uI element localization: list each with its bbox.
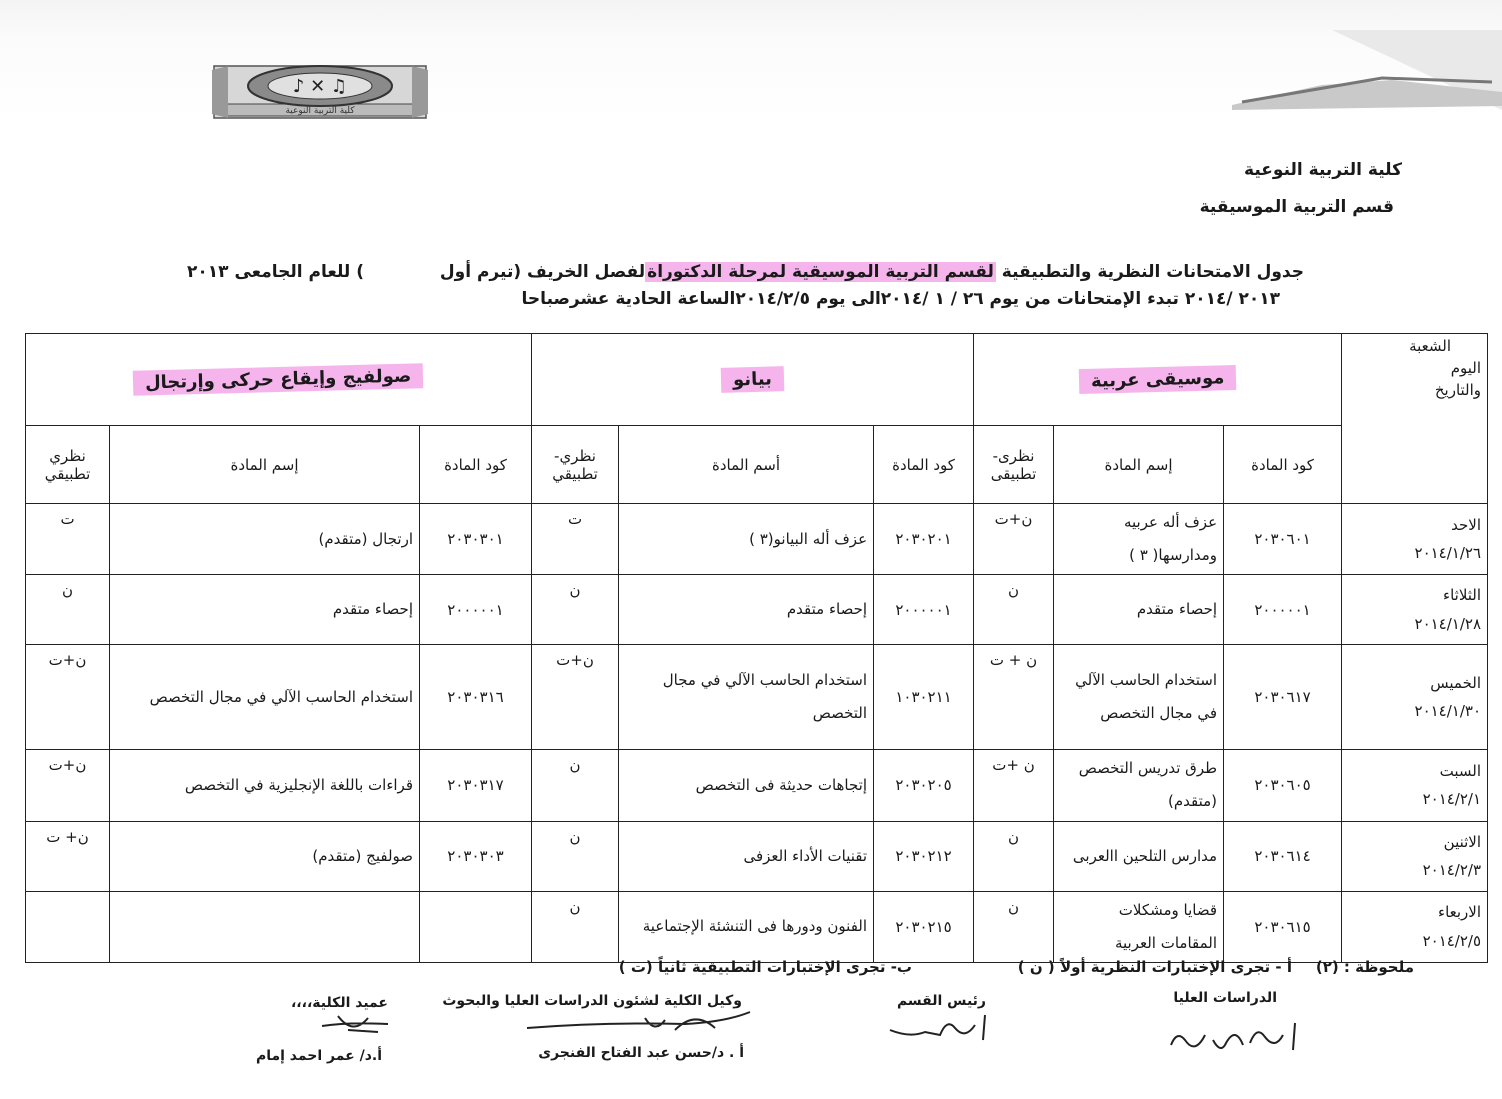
course-code: ١٠٣٠٢١١ xyxy=(874,645,974,749)
day-date-cell xyxy=(1342,645,1488,749)
day-name: الاحد xyxy=(1451,515,1482,534)
course-code: ٢٠٣٠٢١٢ xyxy=(874,821,974,891)
exam-type: ن +ت xyxy=(974,749,1054,821)
handwritten-signature-vice-dean xyxy=(525,1000,755,1040)
exam-type: ن+ ت xyxy=(26,821,110,891)
course-code: ٢٠٣٠٣٠٣ xyxy=(420,821,532,891)
college-name: كلية التربية النوعية xyxy=(1244,160,1402,180)
group-arabic-music xyxy=(974,334,1342,426)
day-name: الاربعاء xyxy=(1438,903,1482,922)
folded-page-corner xyxy=(1232,30,1502,110)
signature-title-vice-dean: وكيل الكلية لشئون الدراسات العليا والبحوث xyxy=(442,993,742,1009)
table-row xyxy=(26,504,1488,575)
exam-type xyxy=(26,891,110,962)
exam-date: ٢٠١٤/٢/٥ xyxy=(1422,931,1482,950)
day-date-cell xyxy=(1342,891,1488,962)
exam-type: ن xyxy=(532,891,619,962)
course-name: إحصاء متقدم xyxy=(1054,575,1224,645)
col-header-type: نظري تطبيقي xyxy=(26,426,110,504)
exam-type: ن xyxy=(532,749,619,821)
course-code: ٢٠٣٠٦٠٥ xyxy=(1224,749,1342,821)
course-name: صولفيج (متقدم) xyxy=(110,821,420,891)
exam-type: ن+ت xyxy=(26,749,110,821)
exam-type: ن+ت xyxy=(532,645,619,749)
col-header-code: كود المادة xyxy=(874,426,974,504)
corner-day-label: اليوم xyxy=(1450,358,1482,377)
course-code: ٢٠٠٠٠٠١ xyxy=(1224,575,1342,645)
course-name: ارتجال (متقدم) xyxy=(110,504,420,575)
course-code: ٢٠٣٠٦٠١ xyxy=(1224,504,1342,575)
schedule-body xyxy=(26,504,1488,963)
exam-date: ٢٠١٤/١/٣٠ xyxy=(1414,702,1482,721)
day-date-cell xyxy=(1342,504,1488,575)
schedule-dates: ٢٠١٣ /٢٠١٤ تبدء الإمتحانات من يوم ٢٦ / ١ /٢٠١٤الى يوم ٢٠١٤/٢/٥الساعة الحادية عشرصباحا xyxy=(521,289,1280,309)
col-header-code: كود المادة xyxy=(420,426,532,504)
exam-date: ٢٠١٤/١/٢٦ xyxy=(1414,544,1482,563)
corner-date-label: والتاريخ xyxy=(1434,380,1482,399)
handwritten-signature-dean xyxy=(318,1008,398,1038)
note-a: أ - تجرى الإختبارات النظرية أولاً ( ن ) xyxy=(1017,958,1292,976)
course-code: ٢٠٣٠٢٠٥ xyxy=(874,749,974,821)
course-name: استخدام الحاسب الآلي في مجال التخصص xyxy=(1054,645,1224,749)
group-header-row xyxy=(26,334,1488,426)
corner-group-label: الشعبة xyxy=(1409,337,1452,355)
exam-date: ٢٠١٤/١/٢٨ xyxy=(1414,614,1482,633)
course-code: ٢٠٣٠٢١٥ xyxy=(874,891,974,962)
course-name: استخدام الحاسب الآلي في مجال التخصص xyxy=(619,645,874,749)
column-header-row xyxy=(26,426,1488,504)
course-name: إحصاء متقدم xyxy=(619,575,874,645)
signature-title-department-head: رئيس القسم xyxy=(896,993,986,1009)
exam-schedule-table xyxy=(25,333,1488,963)
group-solfege xyxy=(26,334,532,426)
course-name: استخدام الحاسب الآلي في مجال التخصص xyxy=(110,645,420,749)
col-header-name: إسم المادة xyxy=(110,426,420,504)
exam-type: ن + ت xyxy=(974,645,1054,749)
table-row xyxy=(26,645,1488,749)
course-name: إحصاء متقدم xyxy=(110,575,420,645)
course-code: ٢٠٣٠٣١٧ xyxy=(420,749,532,821)
day-name: الاثنين xyxy=(1443,832,1482,851)
course-name: عزف أله عربيه ومدارسها( ٣ ) xyxy=(1054,504,1224,575)
title-part-3: ) للعام الجامعى ٢٠١٣ xyxy=(187,262,364,282)
schedule-title xyxy=(187,262,1304,282)
course-code: ٢٠٣٠٣٠١ xyxy=(420,504,532,575)
course-name: الفنون ودورها فى التنشئة الإجتماعية xyxy=(619,891,874,962)
course-code xyxy=(420,891,532,962)
table-row xyxy=(26,575,1488,645)
course-code: ٢٠٣٠٦١٥ xyxy=(1224,891,1342,962)
table-row xyxy=(26,891,1488,962)
group-piano xyxy=(532,334,974,426)
day-name: الخميس xyxy=(1430,673,1482,692)
exam-type: ن xyxy=(532,821,619,891)
course-name xyxy=(110,891,420,962)
course-name: قراءات باللغة الإنجليزية في التخصص xyxy=(110,749,420,821)
signature-title-dean: عميد الكلية،،،، xyxy=(290,995,388,1011)
table-row xyxy=(26,821,1488,891)
day-name: السبت xyxy=(1439,761,1482,780)
exam-type: ن+ت xyxy=(26,645,110,749)
title-highlight: لقسم التربية الموسيقية لمرحلة الدكتوراة xyxy=(647,262,994,282)
col-header-name: أسم المادة xyxy=(619,426,874,504)
exam-type: ن xyxy=(532,575,619,645)
col-header-type: نظرى- تطبيقى xyxy=(974,426,1054,504)
notes-label: ملحوظة : (٢) xyxy=(1315,958,1414,976)
group-label: صولفيج وإيقاع حركى وإرتجال xyxy=(133,363,424,396)
dean-name: أ.د/ عمر احمد إمام xyxy=(255,1048,382,1064)
department-name: قسم التربية الموسيقية xyxy=(1199,197,1394,217)
day-date-cell xyxy=(1342,821,1488,891)
day-date-cell xyxy=(1342,749,1488,821)
title-part-2: لفصل الخريف (تيرم أول xyxy=(439,262,646,282)
exam-type: ن xyxy=(974,575,1054,645)
vice-dean-name: أ . د/حسن عبد الفتاح الفنجرى xyxy=(538,1045,744,1061)
course-name: مدارس التلحين االعربى xyxy=(1054,821,1224,891)
group-label: موسيقى عربية xyxy=(1079,365,1237,394)
course-code: ٢٠٣٠٣١٦ xyxy=(420,645,532,749)
course-code: ٢٠٣٠٢٠١ xyxy=(874,504,974,575)
course-code: ٢٠٠٠٠٠١ xyxy=(420,575,532,645)
col-header-type: نظري- تطبيقي xyxy=(532,426,619,504)
day-date-cell xyxy=(1342,575,1488,645)
exam-type: ن xyxy=(26,575,110,645)
group-label: بيانو xyxy=(721,366,785,393)
exam-type: ن+ت xyxy=(974,504,1054,575)
table-row xyxy=(26,749,1488,821)
note-b: ب- تجرى الإختبارات التطبيقية ثانياً (ت ) xyxy=(618,958,912,976)
title-part-1: جدول الامتحانات النظرية والتطبيقية xyxy=(1001,262,1304,282)
course-name: عزف أله البيانو(٣ ) xyxy=(619,504,874,575)
exam-type: ن xyxy=(974,891,1054,962)
course-code: ٢٠٣٠٦١٤ xyxy=(1224,821,1342,891)
exam-date: ٢٠١٤/٢/١ xyxy=(1422,790,1482,809)
svg-text:♪ ✕ ♫: ♪ ✕ ♫ xyxy=(292,76,348,97)
course-name: إتجاهات حديثة فى التخصص xyxy=(619,749,874,821)
exam-type: ت xyxy=(26,504,110,575)
course-code: ٢٠٣٠٦١٧ xyxy=(1224,645,1342,749)
course-name: تقنيات الأداء العزفى xyxy=(619,821,874,891)
handwritten-signature-graduate-studies xyxy=(1165,1015,1305,1060)
course-name: قضايا ومشكلات المقامات العربية xyxy=(1054,891,1224,962)
exam-type: ت xyxy=(532,504,619,575)
logo-caption: كلية التربية النوعية xyxy=(285,106,355,116)
day-name: الثلاثاء xyxy=(1443,586,1482,605)
course-code: ٢٠٠٠٠٠١ xyxy=(874,575,974,645)
signature-title-graduate-studies: الدراسات العليا xyxy=(1173,990,1277,1006)
col-header-name: إسم المادة xyxy=(1054,426,1224,504)
corner-header-cell xyxy=(1342,334,1488,504)
course-name: طرق تدريس التخصص (متقدم) xyxy=(1054,749,1224,821)
handwritten-signature-department-head xyxy=(885,1010,995,1050)
exam-type: ن xyxy=(974,821,1054,891)
col-header-code: كود المادة xyxy=(1224,426,1342,504)
exam-date: ٢٠١٤/٢/٣ xyxy=(1422,861,1482,880)
